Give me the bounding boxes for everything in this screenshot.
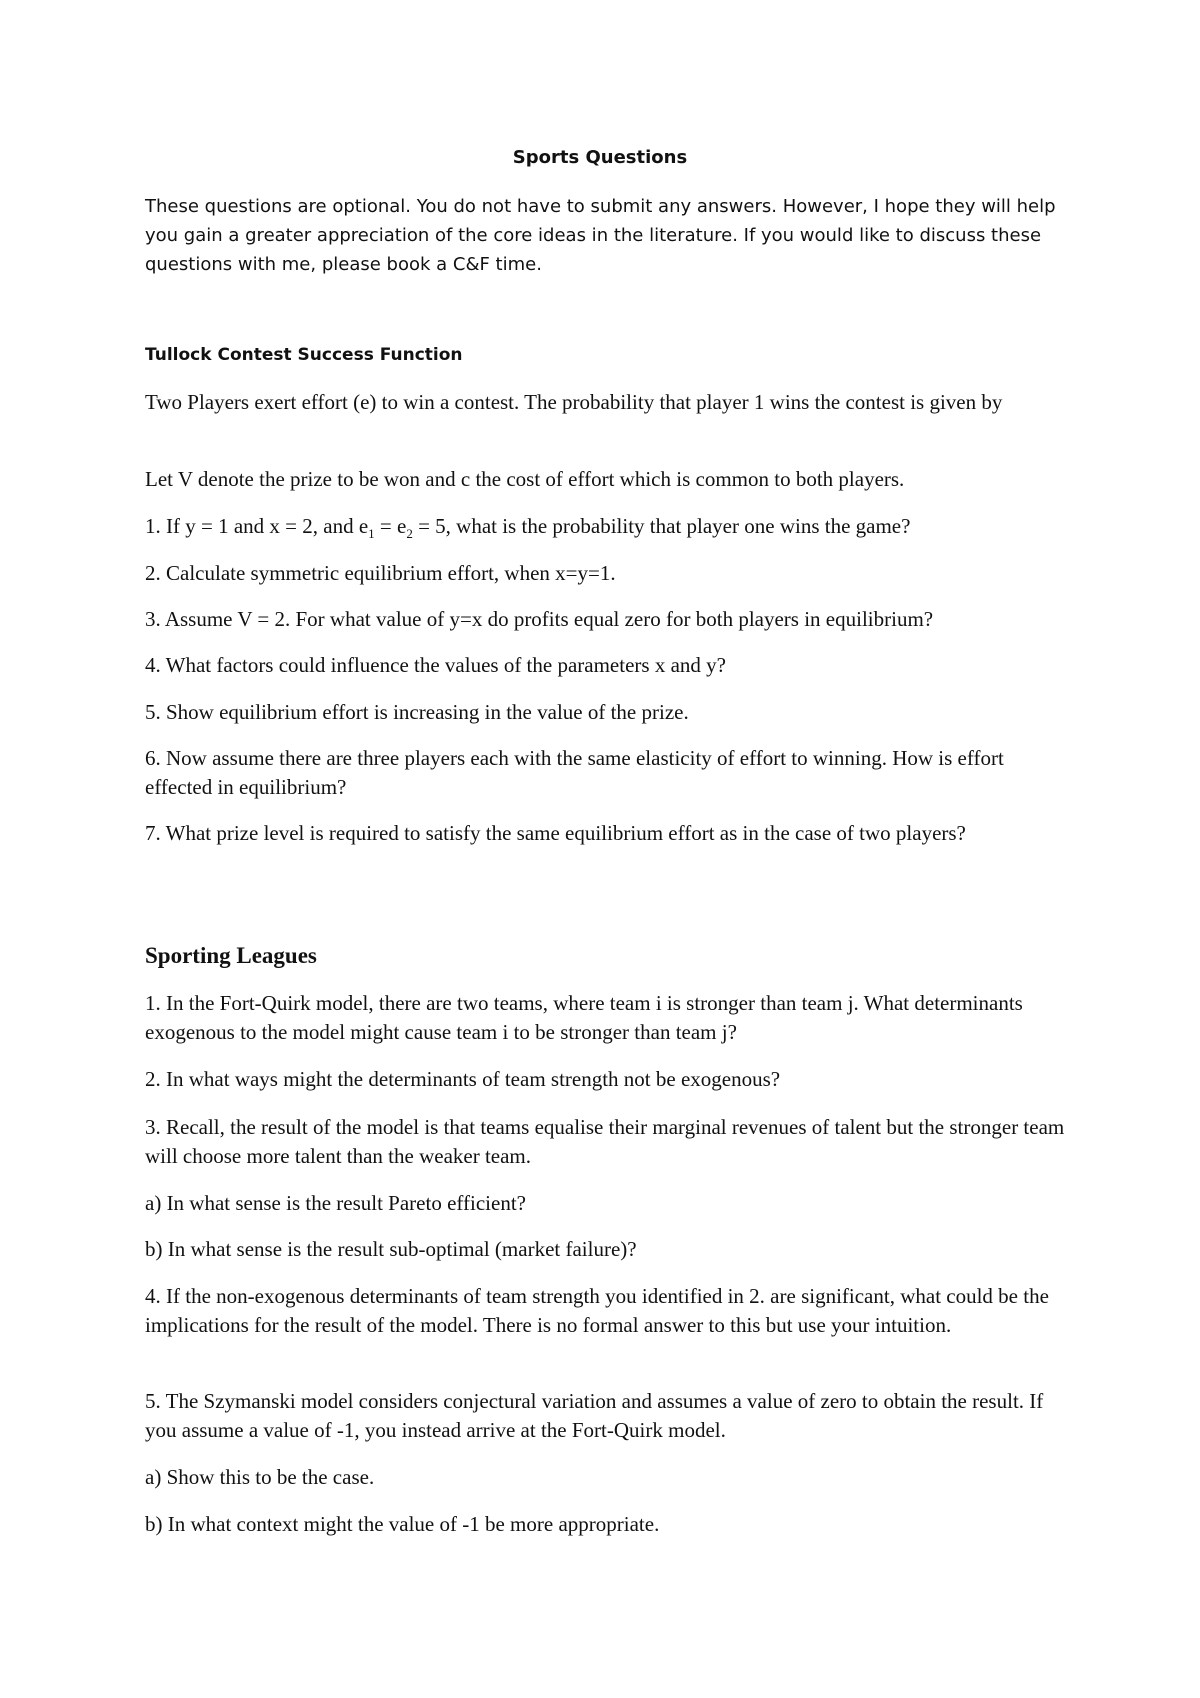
leagues-question-1: 1. In the Fort-Quirk model, there are two teams, where team i is stronger than team j. What determinants exogenous to the model might cause team i to be stronger than team j? (145, 991, 1023, 1044)
intro-paragraph: These questions are optional. You do not have to submit any answers. However, I hope they will help you gain a greater appreciation of the core ideas in the literature. If you would like to discuss these questions with me, please book a C&F time. (145, 196, 1056, 275)
leagues-question-3a: a) In what sense is the result Pareto efficient? (145, 1191, 526, 1215)
tullock-intro-paragraph: Two Players exert effort (e) to win a contest. The probability that player 1 wins the contest is given by (145, 390, 1003, 414)
page-title: Sports Questions (512, 147, 688, 168)
leagues-section-heading: Sporting Leagues (145, 943, 317, 968)
q1-text-prefix: 1. If y = 1 and x = 2, and e (145, 514, 369, 538)
tullock-question-2: 2. Calculate symmetric equilibrium effort, when x=y=1. (145, 561, 616, 585)
leagues-question-3b: b) In what sense is the result sub-optimal (market failure)? (145, 1237, 637, 1261)
q1-subscript-1: 1 (368, 526, 375, 542)
leagues-question-3: 3. Recall, the result of the model is that teams equalise their marginal revenues of talent but the stronger team will choose more talent than the weaker team. (145, 1115, 1065, 1168)
tullock-question-6: 6. Now assume there are three players each with the same elasticity of effort to winning. How is effort effected in equilibrium? (145, 746, 1004, 799)
tullock-question-4: 4. What factors could influence the values of the parameters x and y? (145, 653, 726, 677)
tullock-question-7: 7. What prize level is required to satisfy the same equilibrium effort as in the case of two players? (145, 821, 966, 845)
leagues-question-2: 2. In what ways might the determinants of team strength not be exogenous? (145, 1067, 781, 1091)
leagues-question-4: 4. If the non-exogenous determinants of team strength you identified in 2. are significant, what could be the implications for the result of the model. There is no formal answer to this but use your intuition. (145, 1284, 1049, 1337)
q1-text-suffix: = 5, what is the probability that player one wins the game? (412, 514, 911, 538)
tullock-question-1 (145, 512, 1075, 541)
tullock-question-3: 3. Assume V = 2. For what value of y=x do profits equal zero for both players in equilibrium? (145, 607, 934, 631)
tullock-section-heading: Tullock Contest Success Function (145, 345, 463, 365)
leagues-question-5a: a) Show this to be the case. (145, 1465, 375, 1489)
tullock-question-5: 5. Show equilibrium effort is increasing in the value of the prize. (145, 700, 689, 724)
q1-subscript-2: 2 (406, 526, 413, 542)
tullock-prize-paragraph: Let V denote the prize to be won and c the cost of effort which is common to both players. (145, 467, 905, 491)
leagues-question-5b: b) In what context might the value of -1 be more appropriate. (145, 1512, 660, 1536)
q1-text-mid: = e (374, 514, 407, 538)
leagues-question-5: 5. The Szymanski model considers conjectural variation and assumes a value of zero to obtain the result. If you assume a value of -1, you instead arrive at the Fort-Quirk model. (145, 1389, 1044, 1442)
